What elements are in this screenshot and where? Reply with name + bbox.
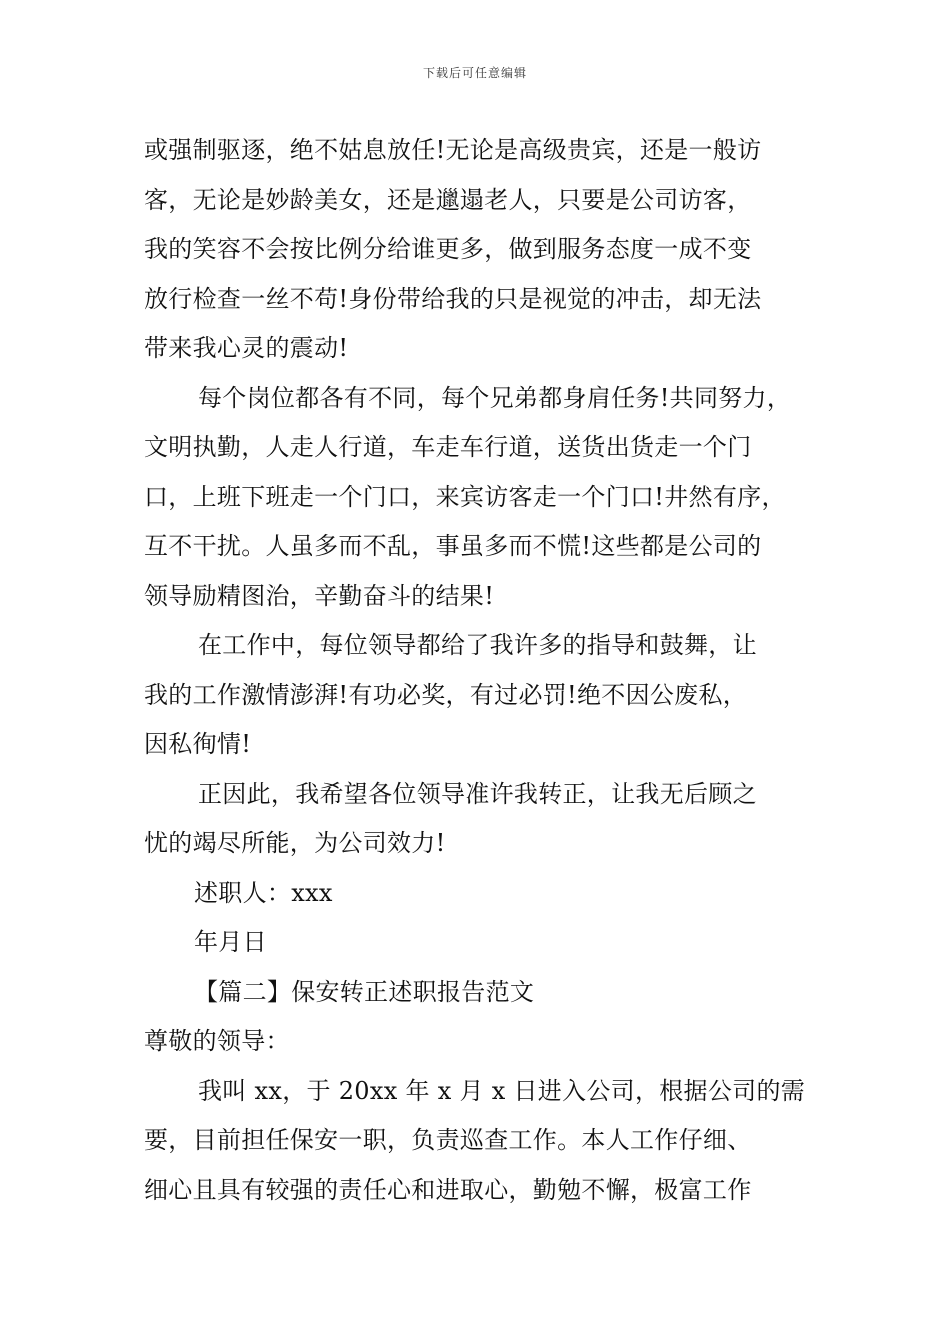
text-line: 我的工作激情澎湃!有功必奖，有过必罚!绝不因公废私， [144, 680, 748, 709]
page-header: 下载后可任意编辑 [422, 66, 527, 80]
text-line: 或强制驱逐，绝不姑息放任!无论是高级贵宾，还是一般访 [144, 136, 762, 164]
text-line: 忧的竭尽所能，为公司效力! [144, 829, 446, 857]
text-line: 要，目前担任保安一职，负责巡查工作。本人工作仔细、 [144, 1126, 752, 1154]
date-line: 年月日 [194, 928, 267, 956]
paragraph-start-line: 我叫 xx，于 20xx 年 x 月 x 日进入公司，根据公司的需 [198, 1076, 806, 1105]
text-line: 我的笑容不会按比例分给谁更多，做到服务态度一成不变 [144, 235, 752, 263]
section-title: 【篇二】保安转正述职报告范文 [194, 977, 535, 1006]
salutation: 尊敬的领导： [144, 1027, 290, 1055]
text-line: 口，上班下班走一个门口，来宾访客走一个门口!井然有序， [144, 482, 786, 511]
paragraph-start-line: 正因此，我希望各位领导准许我转正，让我无后顾之 [198, 779, 757, 808]
text-line: 细心且具有较强的责任心和进取心，勤勉不懈，极富工作 [144, 1175, 752, 1204]
text-line: 客，无论是妙龄美女，还是邋遢老人，只要是公司访客， [144, 185, 752, 214]
signature-line: 述职人：xxx [194, 878, 333, 907]
paragraph-start-line: 每个岗位都各有不同，每个兄弟都身肩任务!共同努力， [198, 383, 792, 412]
text-line: 文明执勤，人走人行道，车走车行道，送货出货走一个门 [144, 433, 752, 461]
document-body [144, 126, 814, 1215]
text-line: 领导励精图治，辛勤奋斗的结果! [144, 581, 495, 610]
paragraph-start-line: 在工作中，每位领导都给了我许多的指导和鼓舞，让 [198, 631, 757, 659]
text-line: 带来我心灵的震动! [144, 334, 349, 362]
text-line: 因私徇情! [144, 730, 252, 758]
text-line: 互不干扰。人虽多而不乱，事虽多而不慌!这些都是公司的 [144, 532, 762, 560]
text-line: 放行检查一丝不苟!身份带给我的只是视觉的冲击，却无法 [144, 284, 762, 313]
